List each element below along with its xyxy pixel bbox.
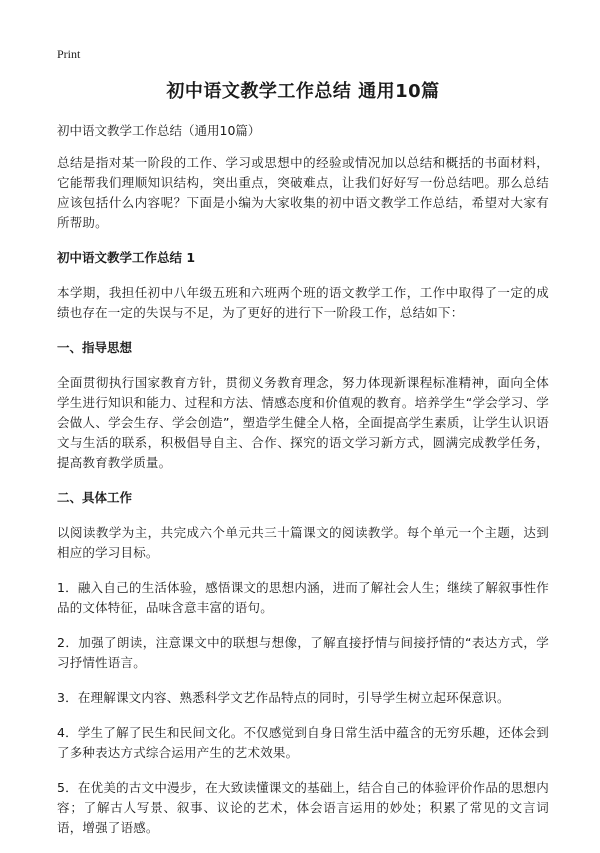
- print-link[interactable]: Print: [57, 47, 81, 61]
- document-title: 初中语文教学工作总结 通用10篇: [166, 81, 440, 102]
- guiding-thought-paragraph: 全面贯彻执行国家教育方针，贯彻义务教育理念，努力体现新课程标准精神，面向全体学生进行知识和能力、过程和方法、情感态度和价值观的教育。培养学生“学会学习、学会做人、学会生存、学会创造”，塑造学生健全人格，全面提高学生素质，让学生认识语文与生活的联系，积极倡导自主、合作、探究的语文学习新方式，圆满完成教学任务，提高教育教学质量。: [57, 375, 549, 470]
- list-item: 4．学生了解了民生和民间文化。不仅感觉到自身日常生活中蕴含的无穷乐趣，还体会到了多种表达方式综合运用产生的艺术效果。: [57, 725, 549, 760]
- document-subtitle: 初中语文教学工作总结（通用10篇）: [57, 123, 261, 138]
- list-item: 1．融入自己的生活体验，感悟课文的思想内涵，进而了解社会人生；继续了解叙事性作品的文体特征，品味含意丰富的语句。: [57, 580, 549, 615]
- specific-work-intro-paragraph: 以阅读教学为主，共完成六个单元共三十篇课文的阅读教学。每个单元一个主题，达到相应的学习目标。: [57, 525, 549, 560]
- list-item: 2．加强了朗读，注意课文中的联想与想像，了解直接抒情与间接抒情的“表达方式，学习抒情性语言。: [57, 635, 549, 670]
- list-item: 3．在理解课文内容、熟悉科学文艺作品特点的同时，引导学生树立起环保意识。: [57, 690, 510, 705]
- list-item: 5．在优美的古文中漫步，在大致读懂课文的基础上，结合自己的体验评价作品的思想内容；了解古人写景、叙事、议论的艺术，体会语言运用的妙处；积累了常见的文言词语，增强了语感。: [57, 780, 549, 835]
- section-heading-summary-1: 初中语文教学工作总结 1: [57, 250, 196, 265]
- section1-intro-paragraph: 本学期，我担任初中八年级五班和六班两个班的语文教学工作，工作中取得了一定的成绩也存在一定的失误与不足，为了更好的进行下一阶段工作，总结如下：: [57, 285, 549, 320]
- document-body: [57, 80, 549, 853]
- section-heading-guiding-thought: 一、指导思想: [57, 340, 133, 355]
- intro-paragraph: 总结是指对某一阶段的工作、学习或思想中的经验或情况加以总结和概括的书面材料，它能帮我们理顺知识结构，突出重点，突破难点，让我们好好写一份总结吧。那么总结应该包括什么内容呢？下面是小编为大家收集的初中语文教学工作总结，希望对大家有所帮助。: [57, 155, 549, 230]
- section-heading-specific-work: 二、具体工作: [57, 490, 133, 505]
